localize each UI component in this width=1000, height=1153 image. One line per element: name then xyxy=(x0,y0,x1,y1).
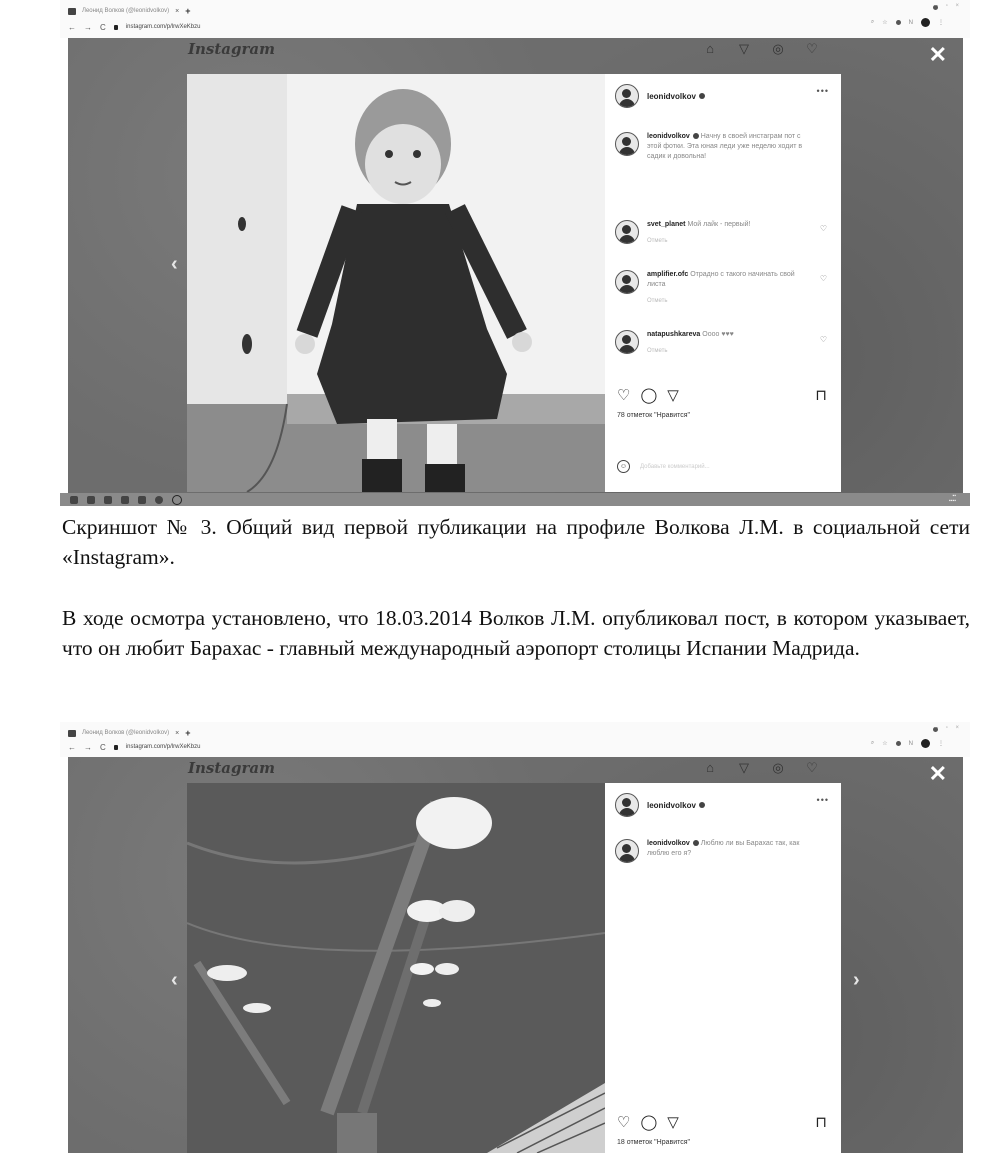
comment-like-icon[interactable]: ♡ xyxy=(819,335,827,344)
comment-text: Оооо ♥♥♥ xyxy=(702,331,734,338)
modal-overlay[interactable] xyxy=(68,38,963,493)
favicon-icon xyxy=(68,730,76,737)
likes-count[interactable]: 18 отметок "Нравится" xyxy=(617,1139,691,1146)
comment-user[interactable]: natapushkareva xyxy=(647,331,701,338)
chevron-left-icon[interactable]: ‹ xyxy=(171,253,178,275)
bookmark-icon[interactable]: ⊓ xyxy=(815,1114,827,1131)
zoom-icon[interactable]: ⌕ xyxy=(870,19,875,25)
taskbar-app-icon[interactable] xyxy=(87,496,95,504)
avatar[interactable] xyxy=(615,220,639,244)
comment-icon[interactable]: ◯ xyxy=(640,387,658,404)
comment xyxy=(615,220,825,246)
more-options-icon[interactable]: ••• xyxy=(816,86,829,96)
lock-icon xyxy=(114,25,118,30)
verified-icon xyxy=(699,93,705,99)
explore-icon[interactable]: ◎ xyxy=(772,760,784,775)
comment-icon[interactable]: ◯ xyxy=(640,1114,658,1131)
top-nav-icons xyxy=(703,761,819,775)
like-icon[interactable]: ♡ xyxy=(617,387,631,404)
post-caption xyxy=(615,839,825,863)
explore-icon[interactable]: ◎ xyxy=(772,41,784,56)
forward-icon[interactable]: → xyxy=(84,22,92,32)
chevron-right-icon[interactable]: › xyxy=(853,969,860,991)
back-icon[interactable]: ← xyxy=(68,742,76,752)
reply-link[interactable]: Отметь xyxy=(647,298,668,304)
comment-user[interactable]: amplifier.ofc xyxy=(647,271,689,278)
chrome-icon[interactable] xyxy=(155,496,163,504)
post-photo-airport xyxy=(187,783,605,1153)
browser-tab[interactable] xyxy=(68,4,191,18)
verified-icon xyxy=(693,840,699,846)
star-icon[interactable]: ☆ xyxy=(882,20,888,26)
post-actions xyxy=(617,1113,679,1131)
caption-author[interactable]: leonidvolkov xyxy=(647,840,690,847)
post-caption xyxy=(615,132,825,162)
likes-count[interactable]: 78 отметок "Нравится" xyxy=(617,412,691,419)
lock-icon xyxy=(114,745,118,750)
favicon-icon xyxy=(68,8,76,15)
comment-user[interactable]: svet_planet xyxy=(647,221,686,228)
forward-icon[interactable]: → xyxy=(84,742,92,752)
post-header xyxy=(615,793,705,817)
reload-icon[interactable]: C xyxy=(100,742,106,752)
airport-photo xyxy=(187,783,605,1153)
avatar[interactable] xyxy=(615,793,639,817)
share-icon[interactable]: ▽ xyxy=(667,1114,679,1131)
extension-n-icon[interactable]: N xyxy=(908,740,913,747)
avatar[interactable] xyxy=(615,330,639,354)
comment-text: Мой лайк - первый! xyxy=(687,221,751,228)
activity-icon[interactable]: ♡ xyxy=(806,41,818,56)
more-options-icon[interactable]: ••• xyxy=(816,795,829,805)
post-side-panel xyxy=(605,783,841,1153)
avatar[interactable] xyxy=(615,270,639,294)
taskbar-app-icon[interactable] xyxy=(138,496,146,504)
profile-avatar[interactable] xyxy=(921,18,930,27)
comment xyxy=(615,270,825,306)
new-tab-icon[interactable]: + xyxy=(185,6,191,16)
caption-author[interactable]: leonidvolkov xyxy=(647,133,690,140)
post-header xyxy=(615,84,705,108)
zoom-icon[interactable]: ⌕ xyxy=(870,740,875,746)
browser-chrome xyxy=(60,722,970,757)
tab-title: Леонид Волков (@leonidvolkov) xyxy=(82,8,170,14)
post-side-panel xyxy=(605,74,841,492)
tab-close-icon[interactable]: × xyxy=(175,729,180,737)
close-icon[interactable]: ✕ xyxy=(928,42,947,67)
extensions xyxy=(871,18,944,27)
caption-text: Люблю ли вы Барахас так, как люблю его я? xyxy=(647,840,800,857)
address-bar[interactable] xyxy=(68,20,200,34)
tab-close-icon[interactable]: × xyxy=(175,7,180,15)
star-icon[interactable]: ☆ xyxy=(882,741,888,747)
window-controls[interactable]: – ▫ × xyxy=(934,725,962,731)
profile-avatar[interactable] xyxy=(921,739,930,748)
screenshot-1 xyxy=(60,0,970,506)
new-tab-icon[interactable]: + xyxy=(185,728,191,738)
taskbar-app-icon[interactable] xyxy=(121,496,129,504)
window-controls[interactable]: – ▫ × xyxy=(934,3,962,9)
activity-icon[interactable]: ♡ xyxy=(806,760,818,775)
body-paragraph-text: В ходе осмотра установлено, что 18.03.2014 Волков Л.М. опубликовал пост, в котором указывает, что он любит Барахас - главный международный аэропорт столицы Испании Мадрида. xyxy=(62,606,970,660)
avatar[interactable] xyxy=(615,839,639,863)
emoji-icon[interactable]: ☺ xyxy=(617,460,630,473)
comment-like-icon[interactable]: ♡ xyxy=(819,224,827,233)
comment-text: Отрадно с такого начинать свой листа xyxy=(647,271,795,288)
taskbar-app-icon[interactable] xyxy=(104,496,112,504)
extension-icon[interactable] xyxy=(896,20,901,25)
comment xyxy=(615,330,825,356)
extensions xyxy=(871,739,944,748)
screenshot-2 xyxy=(60,722,970,1153)
tab-title: Леонид Волков (@leonidvolkov) xyxy=(82,730,170,736)
add-comment-row xyxy=(617,460,710,473)
menu-icon[interactable]: ⋮ xyxy=(938,741,944,747)
share-icon[interactable]: ▽ xyxy=(667,387,679,404)
url-text[interactable]: instagram.com/p/lrwXeKbzu xyxy=(125,744,201,750)
author-username[interactable]: leonidvolkov xyxy=(647,800,696,810)
caption-paragraph: Скриншот № 3. Общий вид первой публикации на профиле Волкова Л.М. в социальной сети «Instagram». xyxy=(62,515,970,569)
caption-text: Начну в своей инстаграм пот с этой фотки. Эта юная леди уже неделю ходит в садик и довольна! xyxy=(647,133,803,160)
reply-link[interactable]: Отметь xyxy=(647,238,668,244)
direct-icon[interactable]: ▽ xyxy=(739,760,749,775)
verified-icon xyxy=(693,133,699,139)
top-nav-icons xyxy=(703,42,819,56)
comment-input[interactable]: Добавьте комментарий... xyxy=(640,463,710,470)
direct-icon[interactable]: ▽ xyxy=(739,41,749,56)
avatar[interactable] xyxy=(615,84,639,108)
home-icon[interactable]: ⌂ xyxy=(706,760,714,775)
address-bar[interactable] xyxy=(68,740,200,754)
extension-icon[interactable] xyxy=(896,741,901,746)
chevron-left-icon[interactable]: ‹ xyxy=(171,969,178,991)
taskbar-app-icon[interactable] xyxy=(172,495,182,505)
close-icon[interactable]: ✕ xyxy=(928,761,947,786)
reply-link[interactable]: Отметь xyxy=(647,348,668,354)
instagram-logo[interactable]: Instagram xyxy=(188,759,275,777)
system-clock: ▪▪ ▪▪▪▪ xyxy=(948,493,956,504)
start-icon[interactable] xyxy=(70,496,78,504)
instagram-logo[interactable]: Instagram xyxy=(188,40,275,58)
modal-overlay[interactable] xyxy=(68,757,963,1153)
avatar[interactable] xyxy=(615,132,639,156)
browser-tab[interactable] xyxy=(68,726,191,740)
like-icon[interactable]: ♡ xyxy=(617,1114,631,1131)
verified-icon xyxy=(699,802,705,808)
child-photo xyxy=(187,74,605,492)
menu-icon[interactable]: ⋮ xyxy=(938,20,944,26)
browser-chrome xyxy=(60,0,970,38)
reload-icon[interactable]: C xyxy=(100,22,106,32)
post-actions xyxy=(617,386,679,404)
post-photo-child xyxy=(187,74,605,492)
url-text[interactable]: instagram.com/p/lrwXeKbzu xyxy=(125,24,201,30)
comment-like-icon[interactable]: ♡ xyxy=(819,274,827,283)
home-icon[interactable]: ⌂ xyxy=(706,41,714,56)
extension-n-icon[interactable]: N xyxy=(908,19,913,26)
taskbar xyxy=(60,493,970,506)
bookmark-icon[interactable]: ⊓ xyxy=(815,387,827,404)
back-icon[interactable]: ← xyxy=(68,22,76,32)
screenshot-caption xyxy=(62,512,970,572)
author-username[interactable]: leonidvolkov xyxy=(647,91,696,101)
body-paragraph xyxy=(62,603,970,663)
